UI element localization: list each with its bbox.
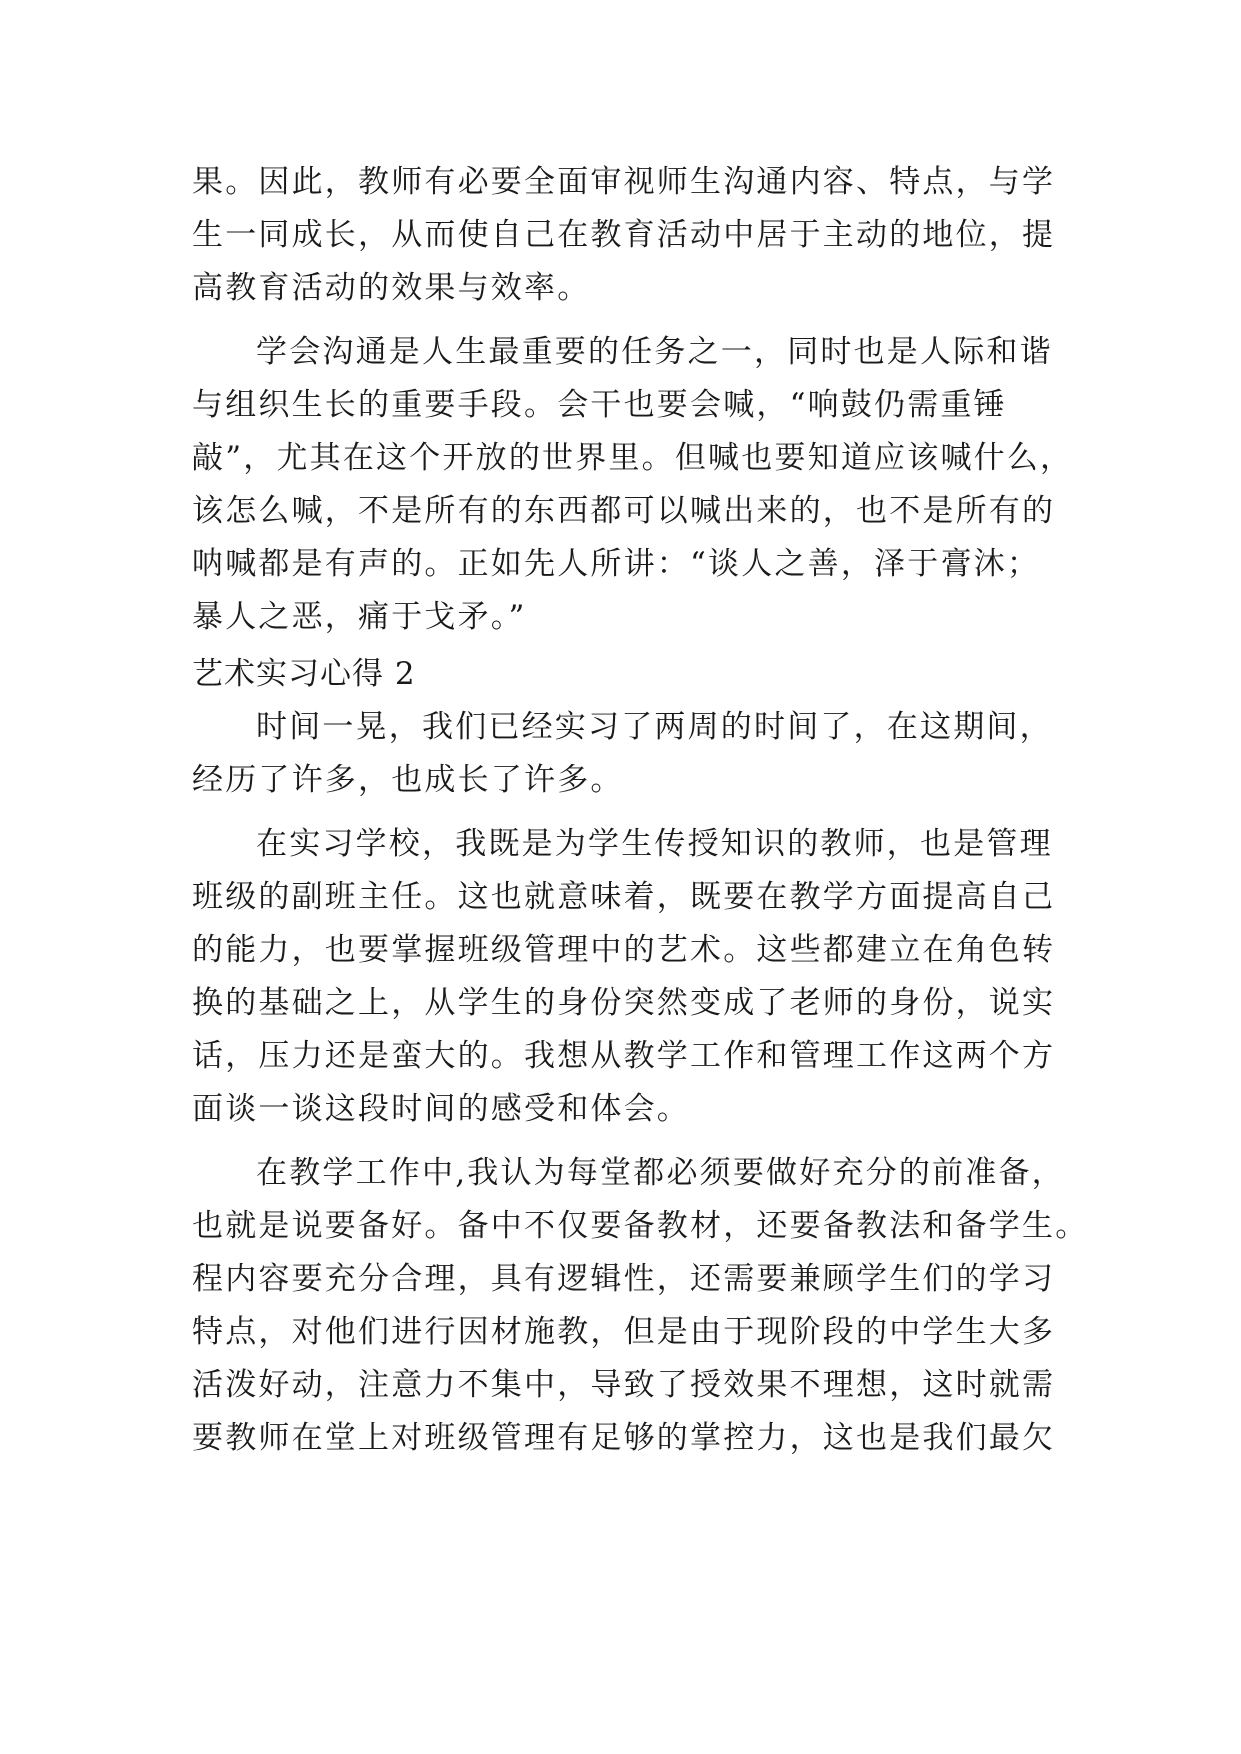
text-line: 在教学工作中,我认为每堂都必须要做好充分的前准备， bbox=[256, 1155, 1065, 1191]
text-line: 程内容要充分合理，具有逻辑性，还需要兼顾学生们的学习 bbox=[192, 1261, 1056, 1297]
text-line: 的能力，也要掌握班级管理中的艺术。这些都建立在角色转 bbox=[192, 932, 1056, 968]
text-line: 活泼好动，注意力不集中，导致了授效果不理想，这时就需 bbox=[192, 1367, 1056, 1403]
text-line: 班级的副班主任。这也就意味着，既要在教学方面提高自己 bbox=[192, 879, 1056, 915]
paragraph bbox=[192, 156, 1072, 315]
text-line: 时间一晃，我们已经实习了两周的时间了，在这期间， bbox=[256, 709, 1053, 745]
document-body bbox=[192, 156, 1089, 1465]
text-line: 经历了许多，也成长了许多。 bbox=[192, 762, 624, 798]
paragraph bbox=[192, 1147, 1089, 1465]
paragraph bbox=[192, 701, 1072, 807]
text-line: 话，压力还是蛮大的。我想从教学工作和管理工作这两个方 bbox=[192, 1038, 1056, 1074]
text-line: 生一同成长，从而使自己在教育活动中居于主动的地位，提 bbox=[192, 217, 1056, 253]
paragraph bbox=[192, 818, 1072, 1136]
text-line: 也就是说要备好。备中不仅要备教材，还要备教法和备学生。 bbox=[192, 1208, 1089, 1244]
text-line: 敲”，尤其在这个开放的世界里。但喊也要知道应该喊什么， bbox=[192, 440, 1074, 476]
text-line: 特点，对他们进行因材施教，但是由于现阶段的中学生大多 bbox=[192, 1314, 1056, 1350]
text-line: 果。因此，教师有必要全面审视师生沟通内容、特点，与学 bbox=[192, 164, 1056, 200]
text-line: 与组织生长的重要手段。会干也要会喊，“响鼓仍需重锤 bbox=[192, 387, 1007, 423]
section-heading: 艺术实习心得 2 bbox=[192, 656, 416, 692]
text-line: 要教师在堂上对班级管理有足够的掌控力，这也是我们最欠 bbox=[192, 1420, 1056, 1456]
text-line: 呐喊都是有声的。正如先人所讲：“谈人之善，泽于膏沐； bbox=[192, 546, 1041, 582]
text-line: 面谈一谈这段时间的感受和体会。 bbox=[192, 1091, 690, 1127]
text-line: 高教育活动的效果与效率。 bbox=[192, 270, 591, 306]
text-line: 该怎么喊，不是所有的东西都可以喊出来的，也不是所有的 bbox=[192, 493, 1056, 529]
text-line: 在实习学校，我既是为学生传授知识的教师，也是管理 bbox=[256, 826, 1053, 862]
text-line: 学会沟通是人生最重要的任务之一，同时也是人际和谐 bbox=[256, 334, 1053, 370]
paragraph bbox=[192, 326, 1072, 644]
text-line: 换的基础之上，从学生的身份突然变成了老师的身份，说实 bbox=[192, 985, 1056, 1021]
text-line: 暴人之恶，痛于戈矛。” bbox=[192, 599, 527, 635]
